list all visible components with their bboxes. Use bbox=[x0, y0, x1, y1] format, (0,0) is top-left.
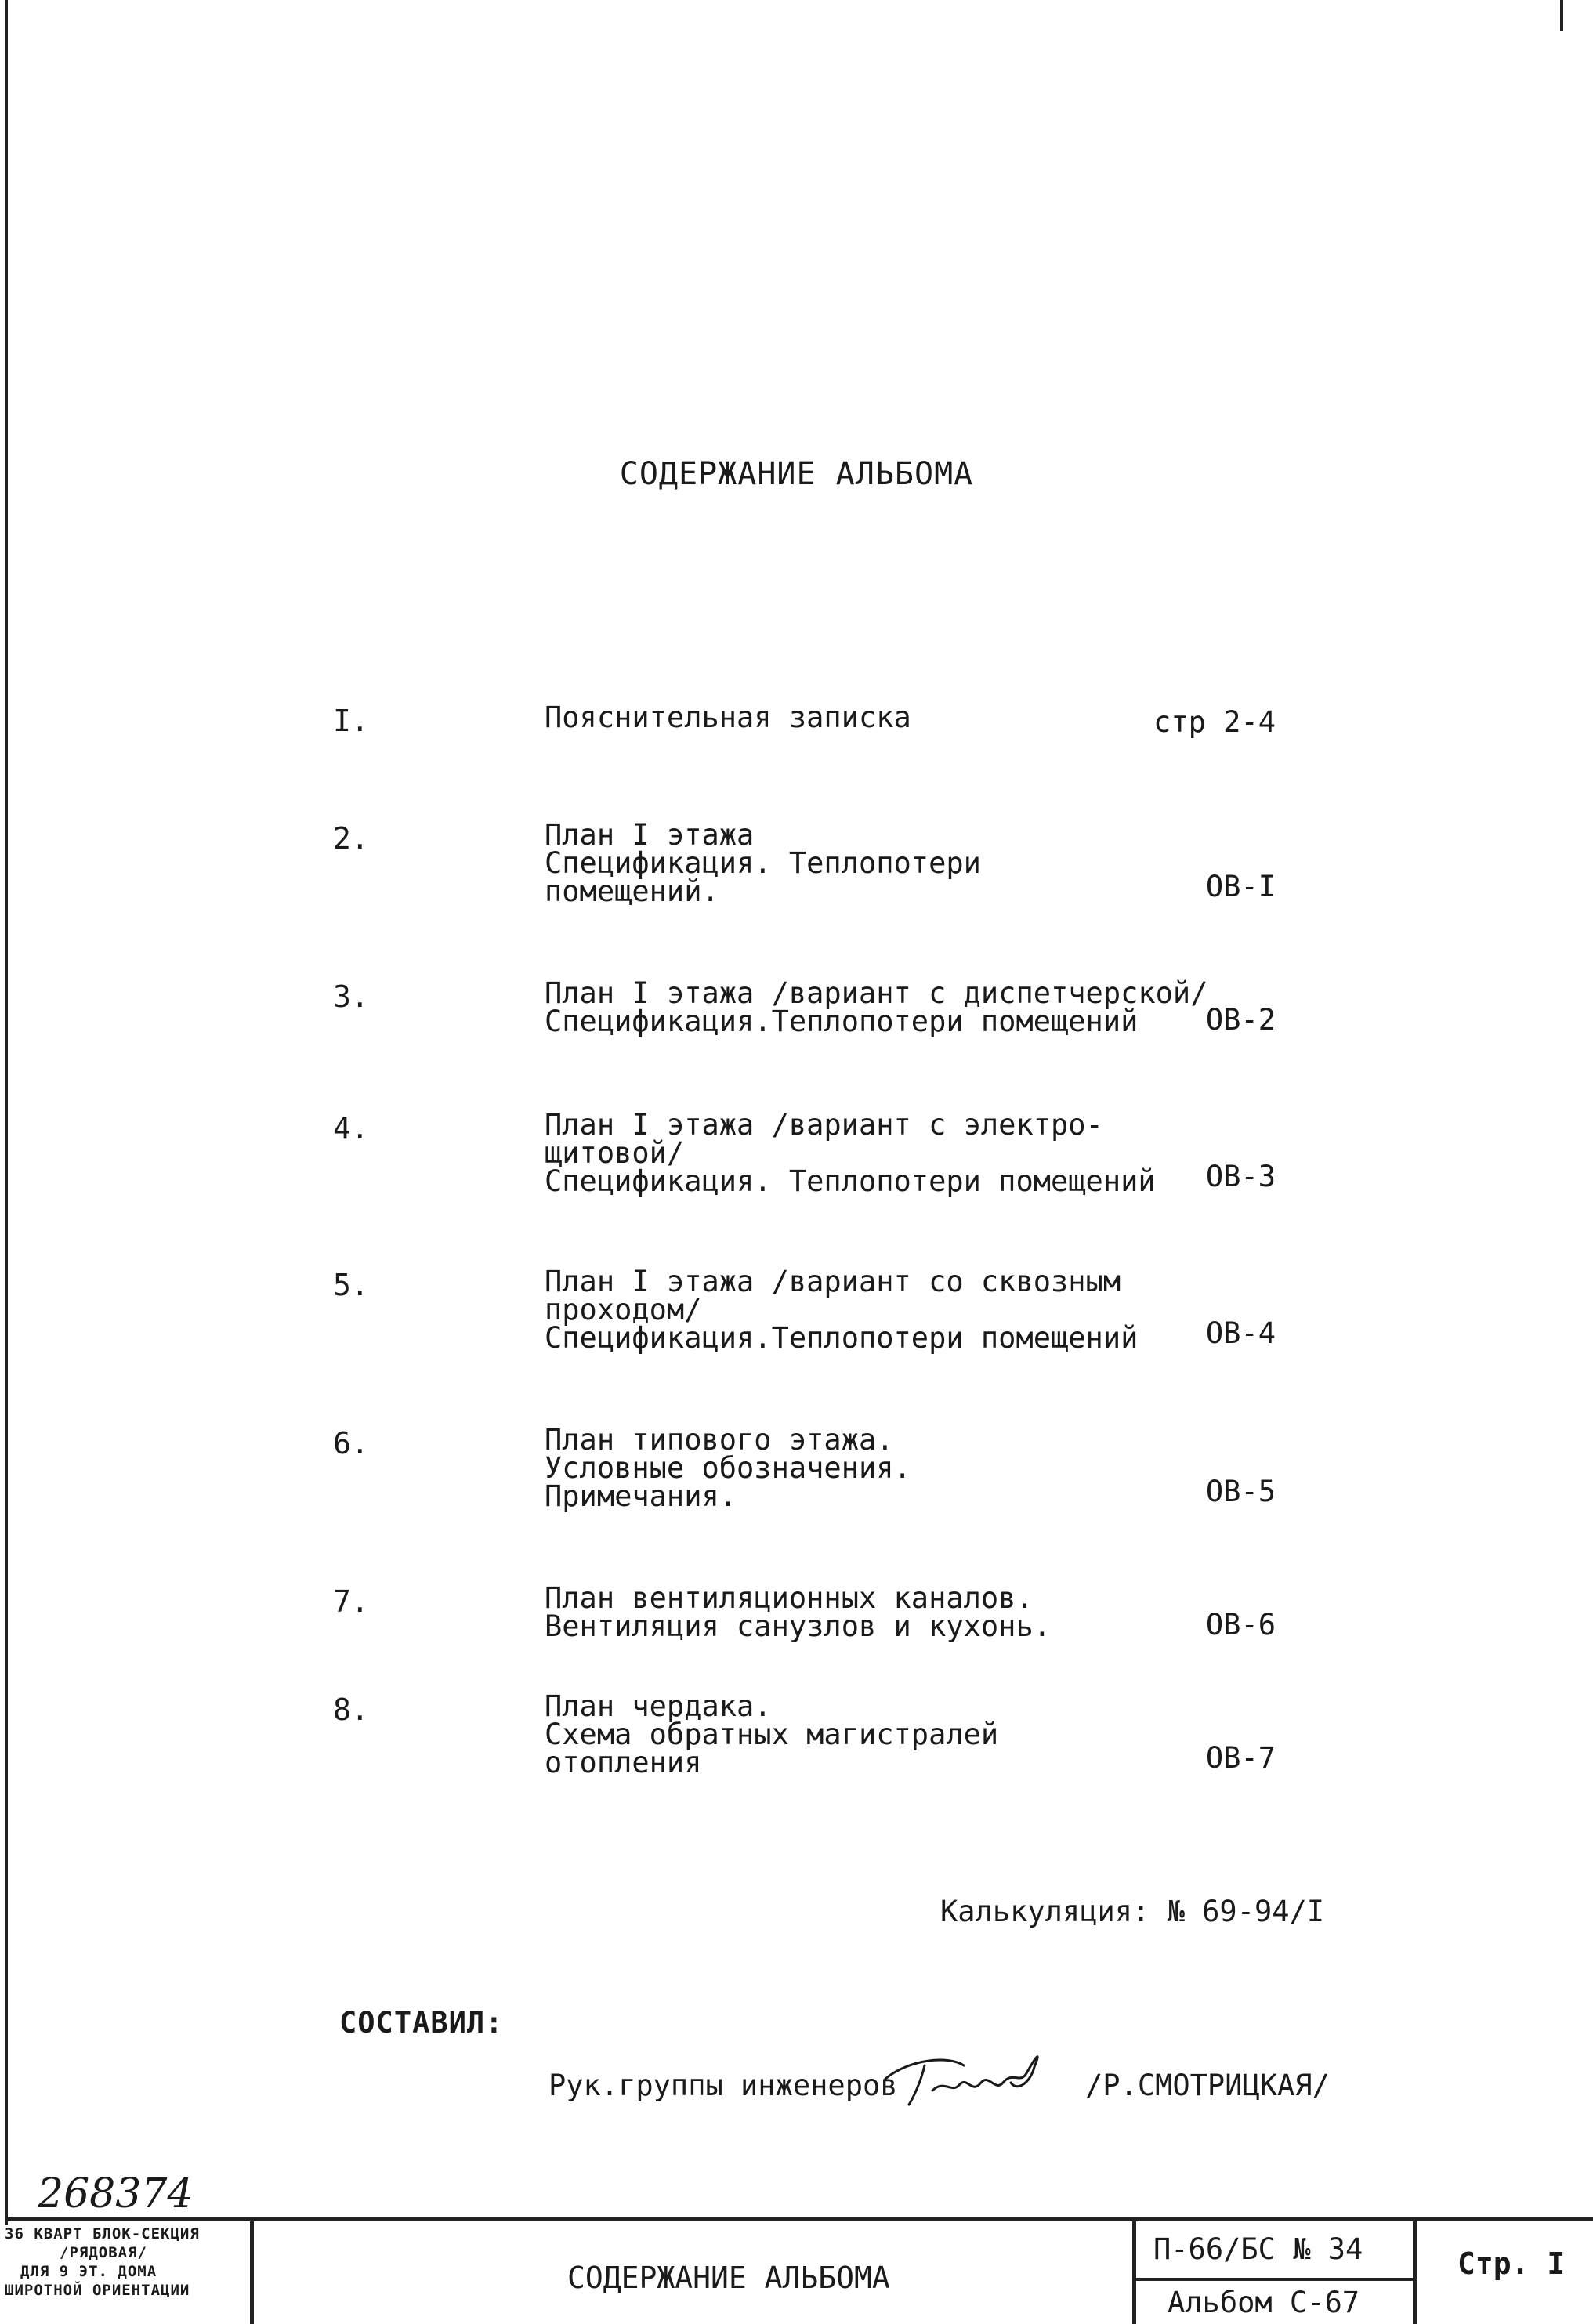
entry-sheet-code: ОВ-2 bbox=[1205, 1003, 1276, 1037]
signer-role: Рук.группы инженеров bbox=[548, 2069, 898, 2102]
entry-line: План типового этажа. bbox=[545, 1423, 894, 1457]
entry-line: помещений. bbox=[545, 874, 719, 908]
frame-right-tick bbox=[1560, 0, 1563, 31]
entry-description bbox=[545, 1689, 1187, 1779]
entry-sheet-code: ОВ-3 bbox=[1205, 1160, 1276, 1193]
composed-label: СОСТАВИЛ: bbox=[339, 2006, 504, 2040]
project-description bbox=[5, 2221, 254, 2324]
project-line: /РЯДОВАЯ/ bbox=[60, 2244, 147, 2261]
entry-line: Спецификация.Теплопотери помещений bbox=[545, 1321, 1139, 1355]
entry-line: Условные обозначения. bbox=[545, 1451, 911, 1485]
entry-number: 6. bbox=[333, 1426, 369, 1461]
entry-sheet-code: ОВ-I bbox=[1205, 870, 1276, 903]
entry-number: 7. bbox=[333, 1584, 369, 1619]
entry-line: План I этажа bbox=[545, 818, 755, 852]
series-top bbox=[1136, 2221, 1417, 2281]
entry-number: 2. bbox=[333, 821, 369, 856]
entry-line: проходом/ bbox=[545, 1293, 702, 1327]
entry-description bbox=[545, 1108, 1187, 1198]
entry-description bbox=[545, 1581, 1187, 1643]
entry-number: 5. bbox=[333, 1268, 369, 1302]
sheet-title-cell bbox=[254, 2221, 1136, 2324]
entry-description bbox=[545, 1423, 1187, 1513]
project-line: ШИРОТНОЙ ОРИЕНТАЦИИ bbox=[5, 2282, 190, 2299]
entry-sheet-code: ОВ-5 bbox=[1205, 1475, 1276, 1508]
entry-line: План I этажа /вариант с электро- bbox=[545, 1108, 1103, 1142]
entry-line: Схема обратных магистралей bbox=[545, 1718, 999, 1751]
entry-line: Спецификация.Теплопотери помещений bbox=[545, 1005, 1139, 1038]
page-number: Стр. I bbox=[1457, 2246, 1566, 2281]
calculation-number: Калькуляция: № 69-94/I bbox=[940, 1895, 1325, 1928]
entry-description bbox=[545, 976, 1208, 1038]
project-line: 36 КВАРТ БЛОК-СЕКЦИЯ bbox=[5, 2225, 200, 2243]
entry-number: 8. bbox=[333, 1692, 369, 1727]
entry-sheet-code: стр 2-4 bbox=[1153, 705, 1276, 739]
entry-number: 3. bbox=[333, 979, 369, 1014]
entry-line: План I этажа /вариант со сквозным bbox=[545, 1265, 1121, 1298]
entry-description bbox=[545, 700, 1187, 734]
page-title: СОДЕРЖАНИЕ АЛЬБОМА bbox=[619, 456, 974, 492]
album-number: Альбом С-67 bbox=[1168, 2286, 1360, 2319]
entry-line: План I этажа /вариант с диспетчерской/ bbox=[545, 976, 1208, 1010]
entry-line: Вентиляция санузлов и кухонь. bbox=[545, 1609, 1052, 1643]
series-number: П-66/БС № 34 bbox=[1153, 2232, 1363, 2266]
entry-number: I. bbox=[333, 704, 369, 738]
title-block bbox=[5, 2217, 1593, 2324]
frame-left-border bbox=[5, 0, 8, 2225]
entry-line: Спецификация. Теплопотери bbox=[545, 846, 981, 880]
entry-line: отопления bbox=[545, 1746, 702, 1779]
project-line: ДЛЯ 9 ЭТ. ДОМА bbox=[20, 2263, 157, 2280]
entry-line: Примечания. bbox=[545, 1479, 737, 1513]
entry-sheet-code: ОВ-7 bbox=[1205, 1741, 1276, 1775]
entry-description bbox=[545, 818, 1187, 908]
sheet-title: СОДЕРЖАНИЕ АЛЬБОМА bbox=[567, 2261, 890, 2295]
entry-sheet-code: ОВ-4 bbox=[1205, 1316, 1276, 1350]
entry-number: 4. bbox=[333, 1111, 369, 1146]
page-cell bbox=[1417, 2221, 1593, 2324]
entry-line: План чердака. bbox=[545, 1689, 772, 1723]
entry-sheet-code: ОВ-6 bbox=[1205, 1608, 1276, 1642]
series-cell bbox=[1136, 2221, 1417, 2324]
handwritten-signature bbox=[878, 2036, 1066, 2114]
entry-line: План вентиляционных каналов. bbox=[545, 1581, 1034, 1615]
entry-description bbox=[545, 1265, 1187, 1355]
entry-line: Пояснительная записка bbox=[545, 700, 911, 734]
entry-line: Спецификация. Теплопотери помещений bbox=[545, 1164, 1156, 1198]
signer-name: /Р.СМОТРИЦКАЯ/ bbox=[1085, 2069, 1330, 2102]
entry-line: щитовой/ bbox=[545, 1136, 685, 1170]
archive-number: 268374 bbox=[38, 2170, 194, 2217]
